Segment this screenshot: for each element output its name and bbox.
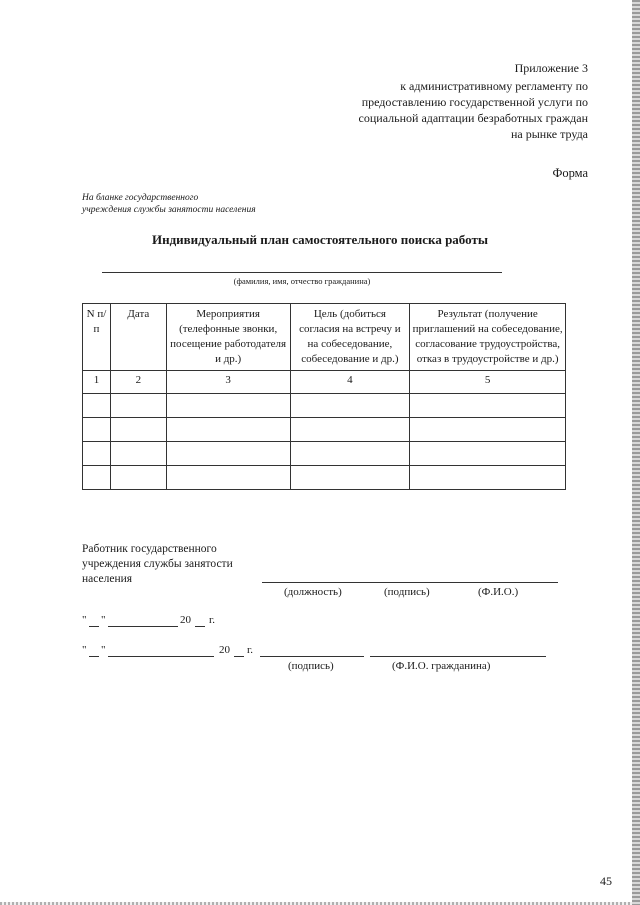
citizen-signature-line <box>260 656 364 657</box>
employee-label <box>82 542 272 587</box>
table-cell <box>290 394 410 418</box>
appendix-header <box>328 60 588 142</box>
appendix-line: предоставлению государственной услуги по <box>361 95 588 109</box>
letterhead-note <box>82 192 312 216</box>
header-number: N п/п <box>83 304 111 371</box>
employee-label-line: населения <box>82 573 133 585</box>
column-number: 1 <box>83 371 111 394</box>
table-cell <box>83 466 111 490</box>
fio-caption: (Ф.И.О.) <box>478 586 519 598</box>
date2-day-blank <box>89 656 99 657</box>
table-cell <box>83 442 111 466</box>
header-goal: Цель (добиться согласия на встречу и на собеседование, собеседование и др.) <box>290 304 410 371</box>
job-search-plan-table <box>82 303 566 490</box>
table-cell <box>166 394 290 418</box>
citizen-name-caption: (фамилия, имя, отчество гражданина) <box>233 276 371 286</box>
citizen-signature-caption: (подпись) <box>288 660 334 672</box>
date2-close-quote: " <box>101 644 106 656</box>
column-number-row <box>83 371 566 394</box>
date2-year-blank <box>234 656 244 657</box>
column-number: 2 <box>110 371 166 394</box>
table-row <box>83 394 566 418</box>
letterhead-note-line: учреждения службы занятости населения <box>82 205 256 215</box>
column-number: 4 <box>290 371 410 394</box>
table-row <box>83 466 566 490</box>
table-cell <box>290 418 410 442</box>
table-cell <box>290 442 410 466</box>
date1-day-blank <box>89 626 99 627</box>
table-cell <box>166 442 290 466</box>
table-cell <box>410 442 566 466</box>
table-cell <box>83 418 111 442</box>
document-title: Индивидуальный план самостоятельного поиска работы <box>151 232 488 247</box>
table-cell <box>410 466 566 490</box>
table-header-row <box>83 304 566 371</box>
column-number: 3 <box>166 371 290 394</box>
table-cell <box>110 418 166 442</box>
table-cell <box>110 442 166 466</box>
date2-open-quote: " <box>82 644 87 656</box>
table-cell <box>110 466 166 490</box>
column-number: 5 <box>410 371 566 394</box>
citizen-fio-line <box>370 656 546 657</box>
table-row <box>83 442 566 466</box>
form-label: Форма <box>552 166 588 180</box>
table-cell <box>83 394 111 418</box>
table-row <box>83 418 566 442</box>
letterhead-note-line: На бланке государственного <box>82 193 199 203</box>
date2-month-blank <box>108 656 214 657</box>
date1-open-quote: " <box>82 614 87 626</box>
page-number: 45 <box>600 874 612 888</box>
date2-suffix: г. <box>247 644 254 656</box>
appendix-line: к административному регламенту по <box>400 79 588 93</box>
citizen-fio-caption: (Ф.И.О. гражданина) <box>392 660 491 672</box>
table-cell <box>410 418 566 442</box>
date1-month-blank <box>108 626 178 627</box>
table-cell <box>166 418 290 442</box>
header-activities: Мероприятия (телефонные звонки, посещение работодателя и др.) <box>166 304 290 371</box>
date2-year-prefix: 20 <box>219 644 230 656</box>
appendix-line: социальной адаптации безработных граждан <box>358 111 588 125</box>
appendix-title: Приложение 3 <box>514 61 588 75</box>
employee-label-line: учреждения службы занятости <box>82 558 233 570</box>
table-cell <box>410 394 566 418</box>
table-cell <box>110 394 166 418</box>
header-date: Дата <box>110 304 166 371</box>
date1-year-prefix: 20 <box>180 614 191 626</box>
citizen-name-line <box>102 272 502 273</box>
signature-caption: (подпись) <box>384 586 430 598</box>
table-cell <box>166 466 290 490</box>
date1-year-blank <box>195 626 205 627</box>
date1-suffix: г. <box>209 614 216 626</box>
position-caption: (должность) <box>284 586 342 598</box>
scan-edge-right <box>632 0 640 905</box>
table-cell <box>290 466 410 490</box>
header-result: Результат (получение приглашений на собеседование, согласование трудоустройства, отказ в трудоустройстве и др.) <box>410 304 566 371</box>
employee-label-line: Работник государственного <box>82 543 217 555</box>
appendix-line: на рынке труда <box>511 127 588 141</box>
date1-close-quote: " <box>101 614 106 626</box>
employee-signature-line <box>262 582 558 583</box>
